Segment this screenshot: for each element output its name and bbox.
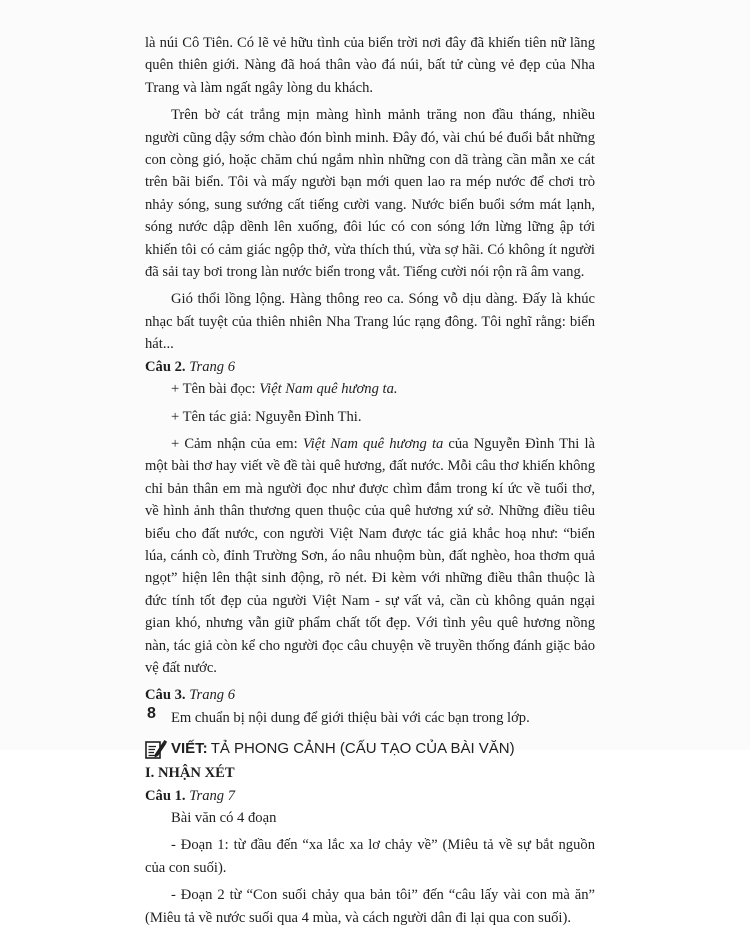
cau2-item3-rest: của Nguyễn Đình Thi là một bài thơ hay viết về đề tài quê hương, đất nước. Mỗi câu thơ khiến không chỉ bản thân em mà người đọc như được chìm đắm trong kí ức về tuổi thơ, về hình ảnh thân thương quen thuộc của quê hương xứ sở. Những điều tiêu biểu cho đất nước, con người Việt Nam được tác giả khắc hoạ như: “biển lúa, cánh cò, đỉnh Trường Sơn, áo nâu nhuộm bùn, đất nghèo, hoa thơm quả ngọt” hiện lên thật sinh động, rõ nét. Đi kèm với những điều thân thuộc là đức tính tốt đẹp của người Việt Nam - sự vất vả, cần cù không quản ngại gian khó, nhưng vẫn giữ phẩm chất tốt đẹp. Với tình yêu quê hương nồng nàn, tác giả còn kể cho người đọc câu chuyện về truyền thống đánh giặc bảo vệ đất nước. [145,435,595,676]
cau1-heading [145,785,595,807]
nhan-xet-heading: I. NHẬN XÉT [145,765,235,782]
passage-paragraph-1: là núi Cô Tiên. Có lẽ vẻ hữu tình của biển trời nơi đây đã khiến tiên nữ lãng quên thiên giới. Nàng đã hoá thân vào đá núi, bất tử cùng vẻ đẹp của Nha Trang và làm ngất ngây lòng du khách. [145,35,595,96]
cau2-heading [145,356,595,378]
passage-paragraph-2: Trên bờ cát trắng mịn màng hình mảnh trăng non đầu tháng, nhiều người cũng dậy sớm chào đón bình minh. Đây đó, vài chú bé đuổi bắt những con còng gió, hoặc chăm chú ngắm nhìn những con dã tràng cần mẫn xe cát trên bãi biển. Tôi và mấy người bạn mới quen lao ra mép nước để chơi trò nhảy sóng, sung sướng cất tiếng cười vang. Nước biển buổi sớm mát lạnh, sóng nước dập dềnh lên xuống, đôi lúc có con sóng lớn lừng lững ập tới khiến tôi có cảm giác ngộp thở, vừa thích thú, vừa sợ hãi. Có không ít người đã sải tay bơi trong làn nước biển trong vắt. Tiếng cười nói rộn rã âm vang. [145,107,595,281]
cau1-doan-2: - Đoạn 2 từ “Con suối chảy qua bản tôi” đến “câu lấy vài con mà ăn” (Miêu tả về nước suối qua 4 mùa, và cách người dân đi lại qua con suối). [145,887,595,926]
page-number: 8 [147,705,156,722]
cau3-label: Câu 3. [145,687,186,704]
cau1-intro: Bài văn có 4 đoạn [171,810,277,826]
cau2-page: Trang 6 [189,358,236,375]
cau3-page: Trang 6 [189,687,236,704]
cau2-item1-value: Việt Nam quê hương ta. [259,381,398,398]
cau1-label: Câu 1. [145,787,186,804]
viet-title: TẢ PHONG CẢNH (CẤU TẠO CỦA BÀI VĂN) [210,740,515,758]
cau2-item-3 [145,433,595,679]
cau2-item-1 [145,378,595,400]
pencil-writing-icon [145,739,167,759]
cau1-doan-1: - Đoạn 1: từ đầu đến “xa lắc xa lơ chảy về” (Miêu tả về sự bắt nguồn của con suối). [145,837,595,876]
viet-section-heading [145,738,595,760]
cau2-item1-prefix: + Tên bài đọc: [171,381,260,398]
cau2-item3-title: Việt Nam quê hương ta [302,435,444,452]
viet-label: VIẾT: [171,740,208,758]
page-content [145,32,595,929]
cau2-item-2: + Tên tác giả: Nguyễn Đình Thi. [171,408,362,425]
cau2-label: Câu 2. [145,358,186,375]
cau1-page: Trang 7 [189,787,236,804]
passage-paragraph-3: Gió thổi lồng lộng. Hàng thông reo ca. Sóng vỗ dịu dàng. Đấy là khúc nhạc bất tuyệt của thiên nhiên Nha Trang lúc rạng đông. Tôi nghĩ rằng: biển hát... [145,291,595,353]
cau3-heading [145,684,595,706]
cau3-text: Em chuẩn bị nội dung để giới thiệu bài với các bạn trong lớp. [171,709,530,726]
cau2-item3-prefix: + Cảm nhận của em: [171,435,303,452]
